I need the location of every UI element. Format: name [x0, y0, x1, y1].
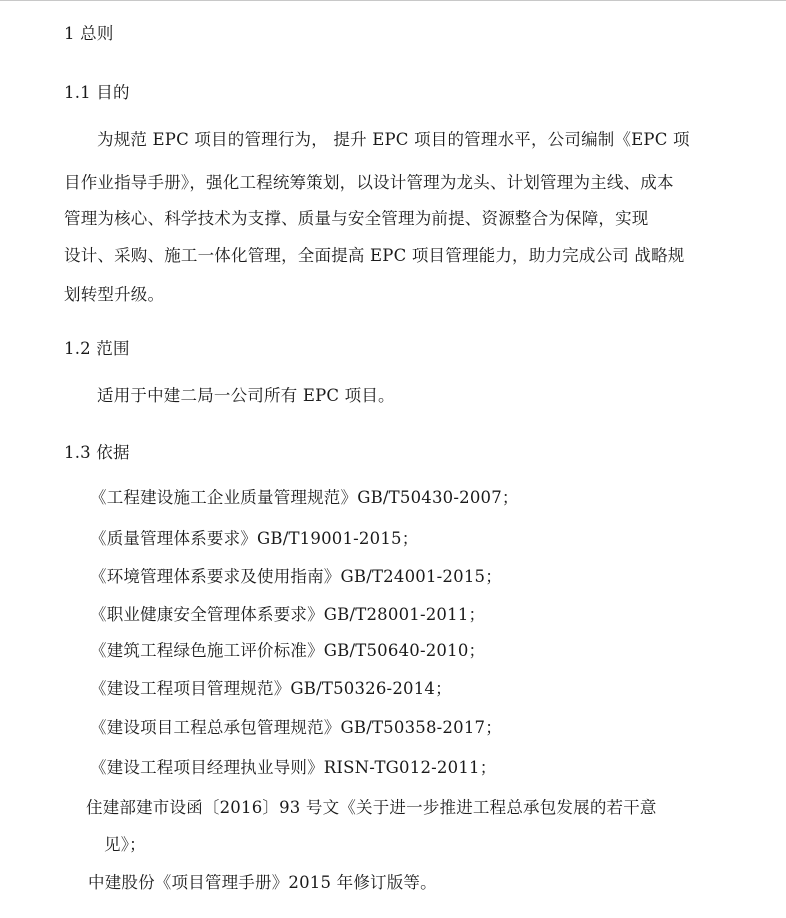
section-title: 1 总则 [64, 24, 114, 43]
purpose-line: 为规范 EPC 项目的管理行为， 提升 EPC 项目的管理水平，公司编制《EPC 项 [97, 130, 690, 149]
basis-item: 《建设工程项目管理规范》GB/T50326-2014； [90, 679, 452, 698]
purpose-line: 管理为核心、科学技术为支撑、质量与安全管理为前提、资源整合为保障，实现 [64, 209, 649, 228]
basis-item: 《质量管理体系要求》GB/T19001-2015； [90, 529, 419, 548]
basis-item: 《建筑工程绿色施工评价标准》GB/T50640-2010； [90, 641, 486, 660]
basis-notice-line: 见》； [104, 835, 146, 854]
scope-text: 适用于中建二局一公司所有 EPC 项目。 [97, 386, 395, 405]
basis-item: 《建设项目工程总承包管理规范》GB/T50358-2017； [90, 718, 502, 737]
basis-heading: 1.3 依据 [64, 443, 130, 462]
basis-item: 《工程建设施工企业质量管理规范》GB/T50430-2007； [90, 488, 519, 507]
basis-manual: 中建股份《项目管理手册》2015 年修订版等。 [88, 873, 437, 892]
purpose-line: 目作业指导手册》，强化工程统筹策划，以设计管理为龙头、计划管理为主线、成本 [64, 173, 674, 192]
purpose-line: 设计、采购、施工一体化管理，全面提高 EPC 项目管理能力，助力完成公司 战略规 [64, 246, 685, 265]
purpose-heading: 1.1 目的 [64, 83, 130, 102]
purpose-line: 划转型升级。 [64, 285, 165, 304]
basis-item: 《建设工程项目经理执业导则》RISN-TG012-2011； [90, 758, 497, 777]
scope-heading: 1.2 范围 [64, 339, 130, 358]
basis-item: 《职业健康安全管理体系要求》GB/T28001-2011； [90, 605, 486, 624]
basis-notice-line: 住建部建市设函〔2016〕93 号文《关于进一步推进工程总承包发展的若干意 [86, 798, 657, 817]
basis-item: 《环境管理体系要求及使用指南》GB/T24001-2015； [90, 567, 502, 586]
